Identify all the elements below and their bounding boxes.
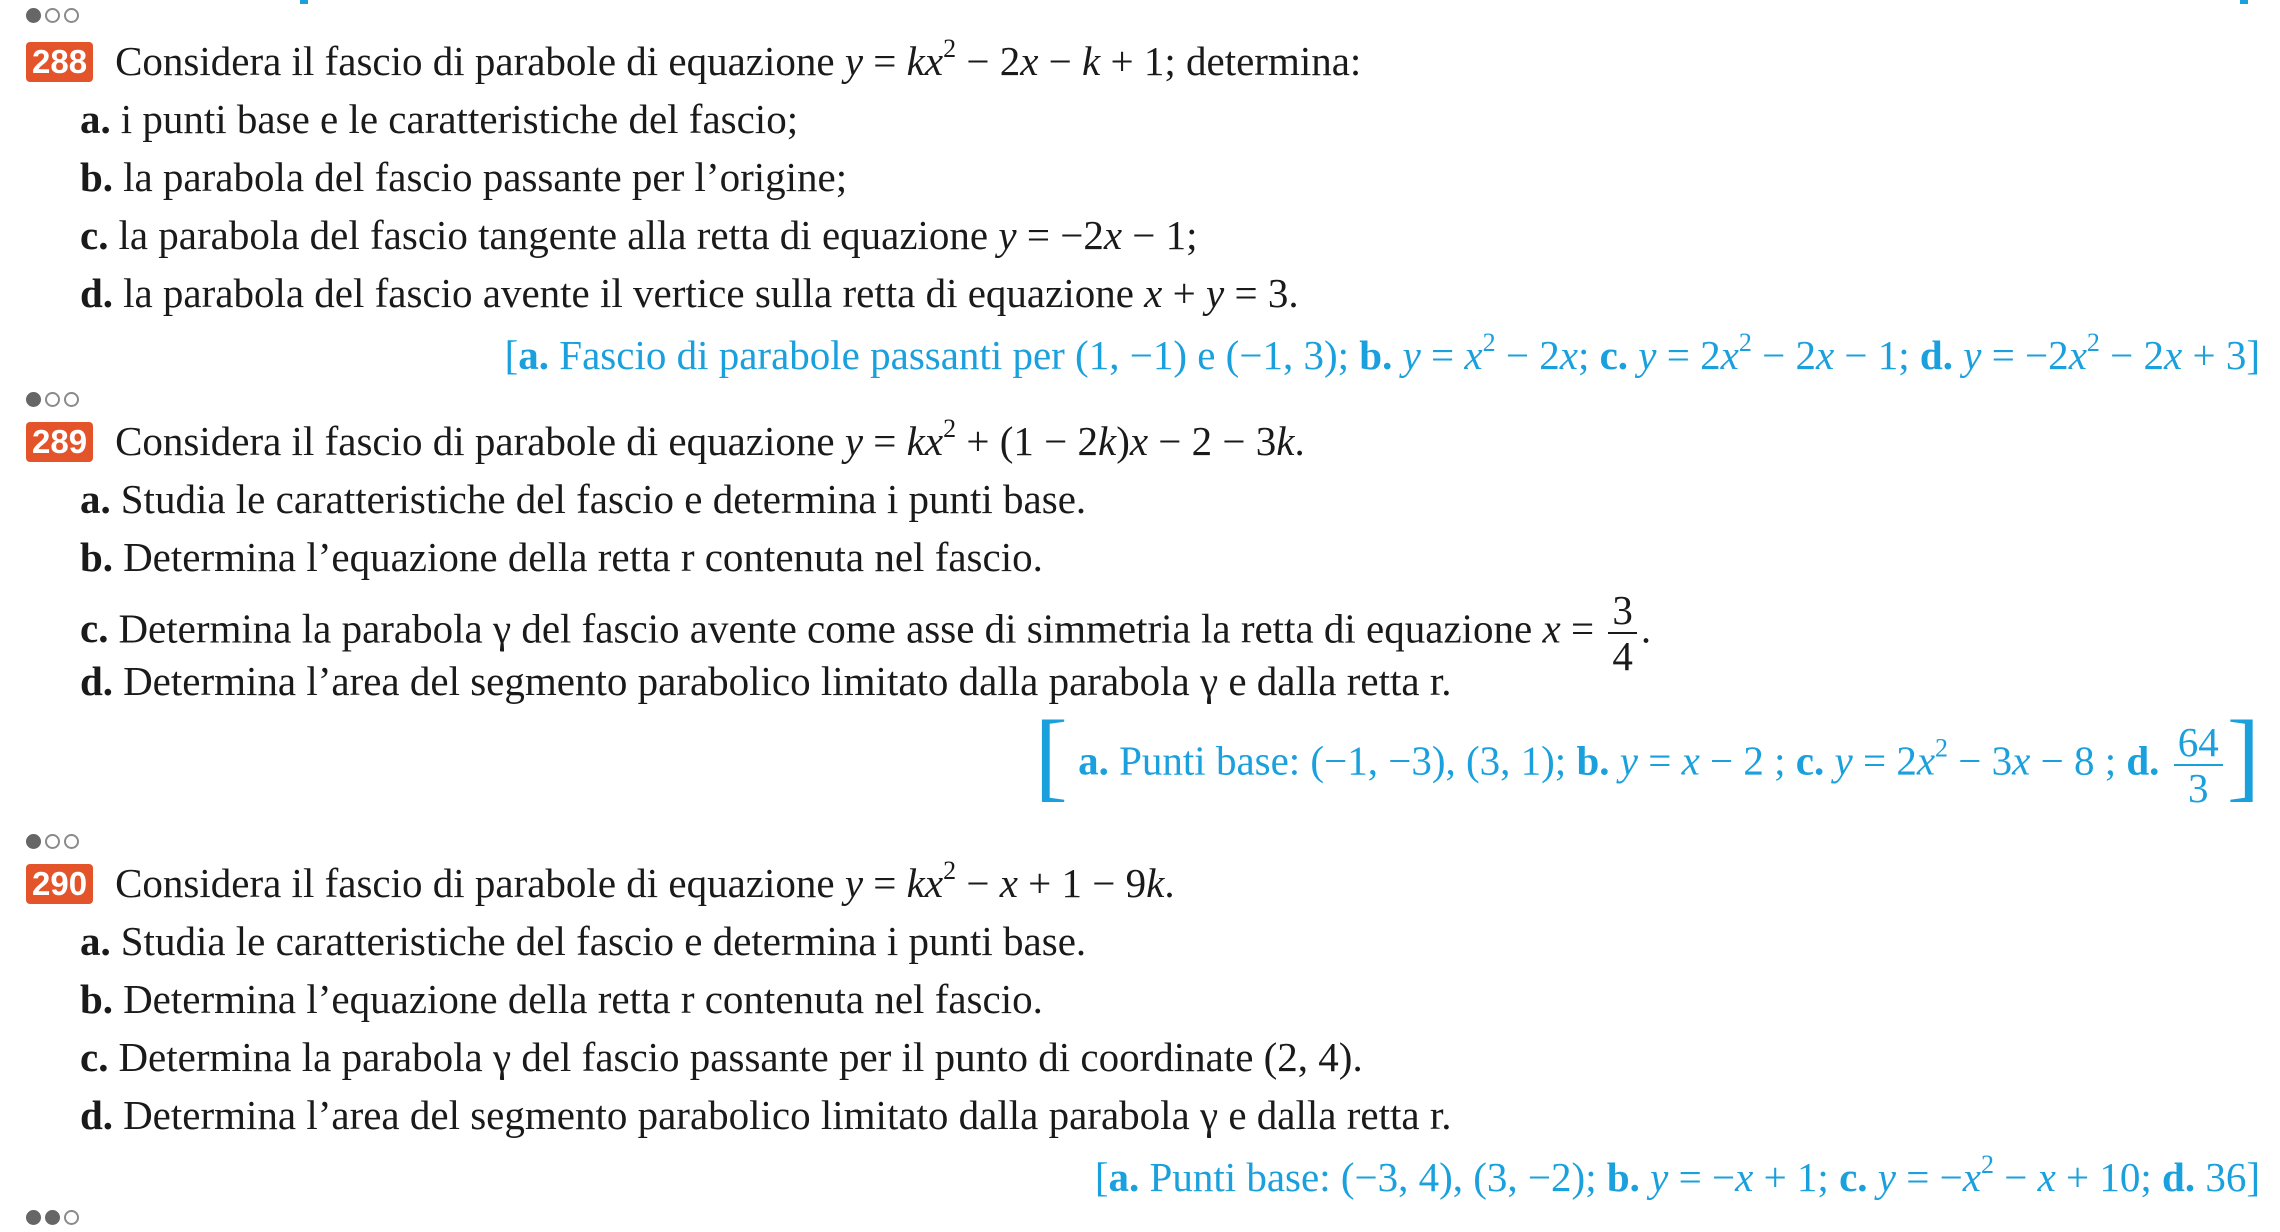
difficulty-dot	[64, 8, 79, 23]
difficulty-dot	[45, 834, 60, 849]
difficulty-dot	[45, 8, 60, 23]
exercise-288-stem: 288 Considera il fascio di parabole di equazione $y = kx^2 - 2x - k + 1$; determina:	[26, 34, 1361, 88]
exercise-289-answer: [ a. Punti base: (−1, −3), (3, 1); b. y = x − 2 ; c. $y = 2x^2 - 3x - 8$ ; d. $\frac{64}{3}$ ]	[1034, 699, 2260, 811]
exercise-290-item-b: b. Determina l’equazione della retta r contenuta nel fascio.	[80, 976, 1043, 1022]
exercise-number: 290	[26, 864, 93, 904]
difficulty-dot	[26, 8, 41, 23]
difficulty-dot	[45, 392, 60, 407]
exercise-288-answer: [a. Fascio di parabole passanti per (1, −1) e (−1, 3); b. $y = x^2 - 2x$; c. $y = 2x^2 - 2x - 1$; d. $y = -2x^2 - 2x + 3$]	[504, 328, 2260, 378]
fraction: $\frac{3}{4}$	[1608, 588, 1637, 678]
exercise-290-stem: 290 Considera il fascio di parabole di equazione $y = kx^2 - x + 1 - 9k$.	[26, 856, 1175, 910]
top-margin-mark	[2240, 0, 2248, 4]
difficulty-dot	[26, 392, 41, 407]
exercise-288-item-a: a. i punti base e le caratteristiche del fascio;	[80, 96, 799, 142]
difficulty-dot	[64, 392, 79, 407]
exercise-289-item-d: d. Determina l’area del segmento parabolico limitato dalla parabola γ e dalla retta r.	[80, 658, 1452, 704]
difficulty-dot	[26, 834, 41, 849]
exercise-288-item-b: b. la parabola del fascio passante per l’origine;	[80, 154, 848, 200]
exercise-290-item-c: c. Determina la parabola γ del fascio passante per il punto di coordinate (2, 4).	[80, 1034, 1363, 1080]
exercise-290-item-d: d. Determina l’area del segmento parabolico limitato dalla parabola γ e dalla retta r.	[80, 1092, 1452, 1138]
difficulty-dot	[45, 1210, 60, 1225]
fraction: $\frac{64}{3}$	[2174, 720, 2223, 810]
difficulty-dot	[64, 834, 79, 849]
difficulty-indicator	[26, 1210, 79, 1225]
exercise-number: 289	[26, 422, 93, 462]
difficulty-dot	[26, 1210, 41, 1225]
difficulty-dot	[64, 1210, 79, 1225]
difficulty-indicator	[26, 834, 79, 849]
exercise-289-item-b: b. Determina l’equazione della retta r contenuta nel fascio.	[80, 534, 1043, 580]
exercise-288-item-d: d. la parabola del fascio avente il vertice sulla retta di equazione x + y = 3.	[80, 270, 1299, 316]
exercise-number: 288	[26, 42, 93, 82]
exercise-290-item-a: a. Studia le caratteristiche del fascio e determina i punti base.	[80, 918, 1087, 964]
top-margin-mark	[300, 0, 308, 4]
difficulty-indicator	[26, 392, 79, 407]
exercise-289-item-c: c. Determina la parabola γ del fascio avente come asse di simmetria la retta di equazione x = $\frac{3}{4}$ .	[80, 587, 1652, 679]
exercise-290-answer: [a. Punti base: (−3, 4), (3, −2); b. y = −x + 1; c. $y = -x^2 - x + 10$; d. 36]	[1094, 1150, 2260, 1200]
exercise-289-item-a: a. Studia le caratteristiche del fascio e determina i punti base.	[80, 476, 1087, 522]
exercise-288-item-c: c. la parabola del fascio tangente alla retta di equazione y = −2x − 1;	[80, 212, 1198, 258]
exercise-289-stem: 289 Considera il fascio di parabole di equazione $y = kx^2 + (1 - 2k)x - 2 - 3k$.	[26, 414, 1305, 468]
difficulty-indicator	[26, 8, 79, 23]
